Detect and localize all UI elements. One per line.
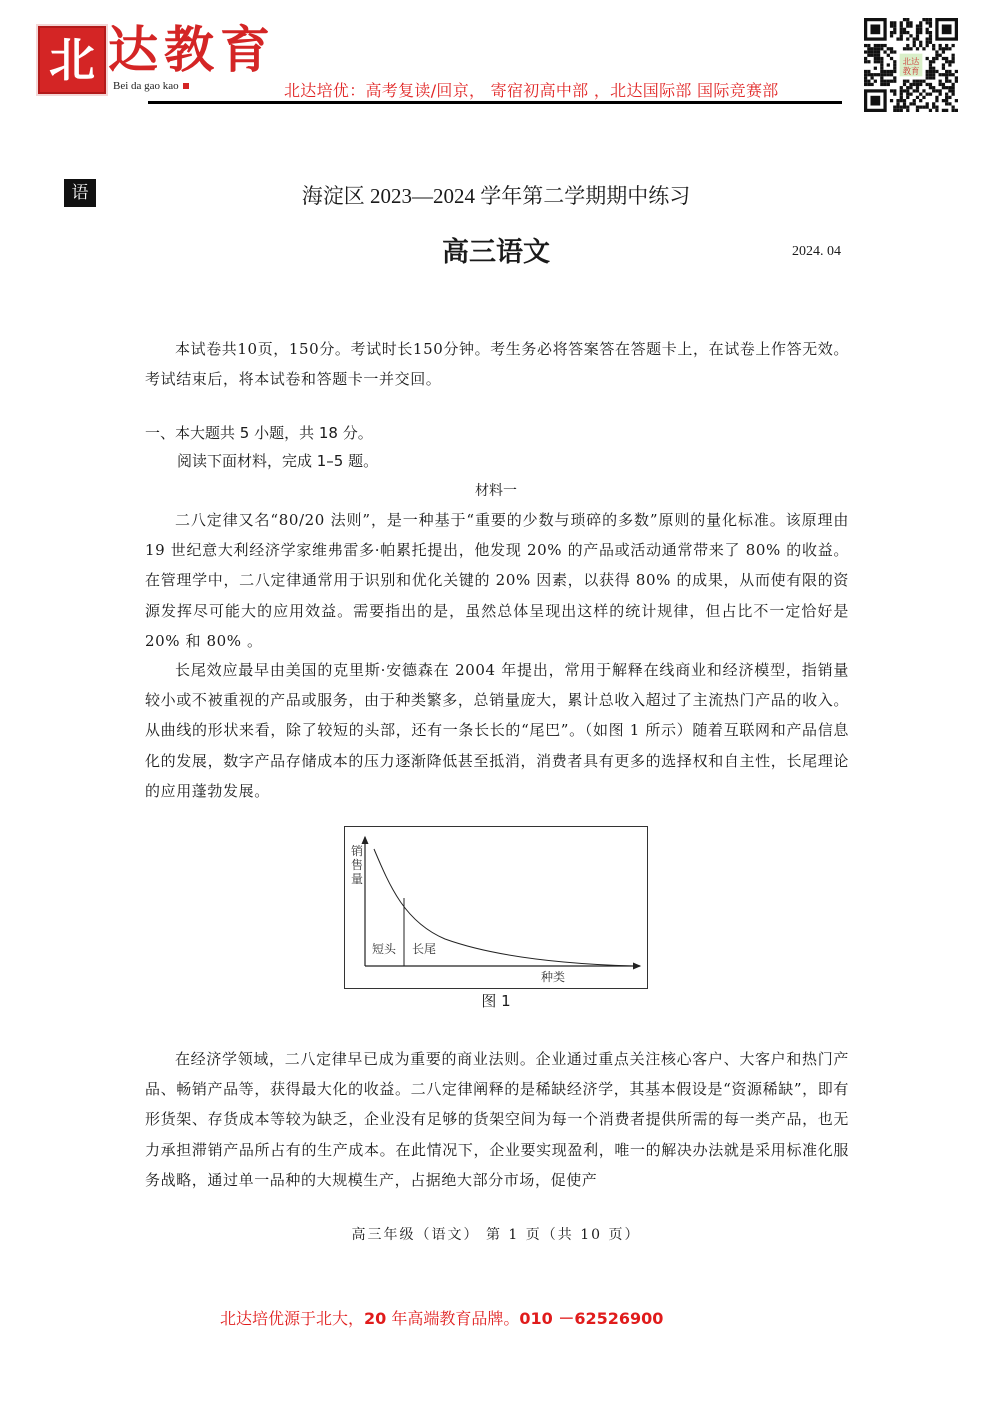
paragraph: 长尾效应最早由美国的克里斯·安德森在 2004 年提出，常用于解释在线商业和经济模型，指销量较小或不被重视的产品或服务，由于种类繁多，总销量庞大，累计总收入超过了主流热门产品的收入。从曲线的形状来看，除了较短的头部，还有一条长长的“尾巴”。（如图 1 所示）随着互联网和产品信息化的发展，数字产品存储成本的压力逐渐降低甚至抵消，消费者具有更多的选择权和自主性，长尾理论的应用蓬勃发展。 xyxy=(145,661,849,800)
x-axis-label: 种类 xyxy=(541,970,566,984)
footer-advert xyxy=(220,1306,663,1329)
page-number: 高三年级（语文） 第 1 页（共 10 页） xyxy=(351,1227,641,1243)
footer-ad-phone: 010 －62526900 xyxy=(519,1309,664,1328)
exam-title xyxy=(0,180,992,210)
logo-square-icon xyxy=(183,83,189,89)
footer-ad-text-2: 年高端教育品牌。 xyxy=(386,1309,520,1328)
exam-title-text: 海淀区 2023—2024 学年第二学期期中练习 xyxy=(301,184,691,208)
header-divider xyxy=(148,101,842,104)
paragraph: 在经济学领域，二八定律早已成为重要的商业法则。企业通过重点关注核心客户、大客户和热门产品、畅销产品等，获得最大化的收益。二八定律阐释的是稀缺经济学，其基本假设是“资源稀缺”，即有形货架、存货成本等较为缺乏，企业没有足够的货架空间为每一个消费者提供所需的每一类产品，也无力承担滞销产品所占有的生产成本。在此情况下，企业要实现盈利，唯一的解决办法就是采用标准化服务战略，通过单一品种的大规模生产，占据绝大部分市场，促使产 xyxy=(145,1050,849,1189)
footer-ad-years: 20 xyxy=(364,1309,387,1328)
instructions: 本试卷共10页，150分。考试时长150分钟。考生务必将答案答在答题卡上，在试卷上作答无效。考试结束后，将本试卷和答题卡一并交回。 xyxy=(145,340,849,389)
y-axis-label-2: 售 xyxy=(351,858,364,872)
y-axis-label-1: 销 xyxy=(351,844,364,858)
paragraph: 二八定律又名“80/20 法则”，是一种基于“重要的少数与琐碎的多数”原则的量化标准。该原理由 19 世纪意大利经济学家维弗雷多·帕累托提出，他发现 20% 的产品或活动通常带来了 80% 的收益。在管理学中，二八定律通常用于识别和优化关键的 20% 因素，以获得 80% 的成果，从而使有限的资源发挥尽可能大的应用效益。需要指出的是，虽然总体呈现出这样的统计规律，但占比不一定恰好是 20% 和 80% 。 xyxy=(145,511,849,650)
subject-badge: 语 xyxy=(64,179,96,207)
tail-label: 长尾 xyxy=(412,942,437,956)
logo-subtitle xyxy=(113,80,189,92)
qr-center-text-1: 北达 xyxy=(902,56,920,67)
paper-date: 2024. 04 xyxy=(792,244,841,259)
material-title: 材料一 xyxy=(475,483,517,499)
long-tail-diagram xyxy=(345,827,647,988)
qr-center-text-2: 教育 xyxy=(902,65,920,76)
figure-caption: 图 1 xyxy=(481,992,511,1010)
logo-wordmark: 达教育 xyxy=(108,20,276,79)
logo-subtitle-text: Bei da gao kao xyxy=(113,80,179,92)
qr-code-icon xyxy=(864,18,958,112)
section-heading: 一、本大题共 5 小题，共 18 分。 xyxy=(145,424,373,442)
logo-mark: 北 xyxy=(38,26,106,94)
footer-ad-text-1: 北达培优源于北大， xyxy=(220,1309,365,1328)
paper-title: 高三语文 xyxy=(442,237,550,268)
y-axis-label-3: 量 xyxy=(351,872,364,886)
head-label: 短头 xyxy=(372,942,397,956)
section-subheading: 阅读下面材料，完成 1–5 题。 xyxy=(177,452,379,470)
header-slogan: 北达培优：高考复读/回京， 寄宿初高中部 ，北达国际部 国际竞赛部 xyxy=(284,81,779,100)
figure-long-tail xyxy=(344,826,648,989)
